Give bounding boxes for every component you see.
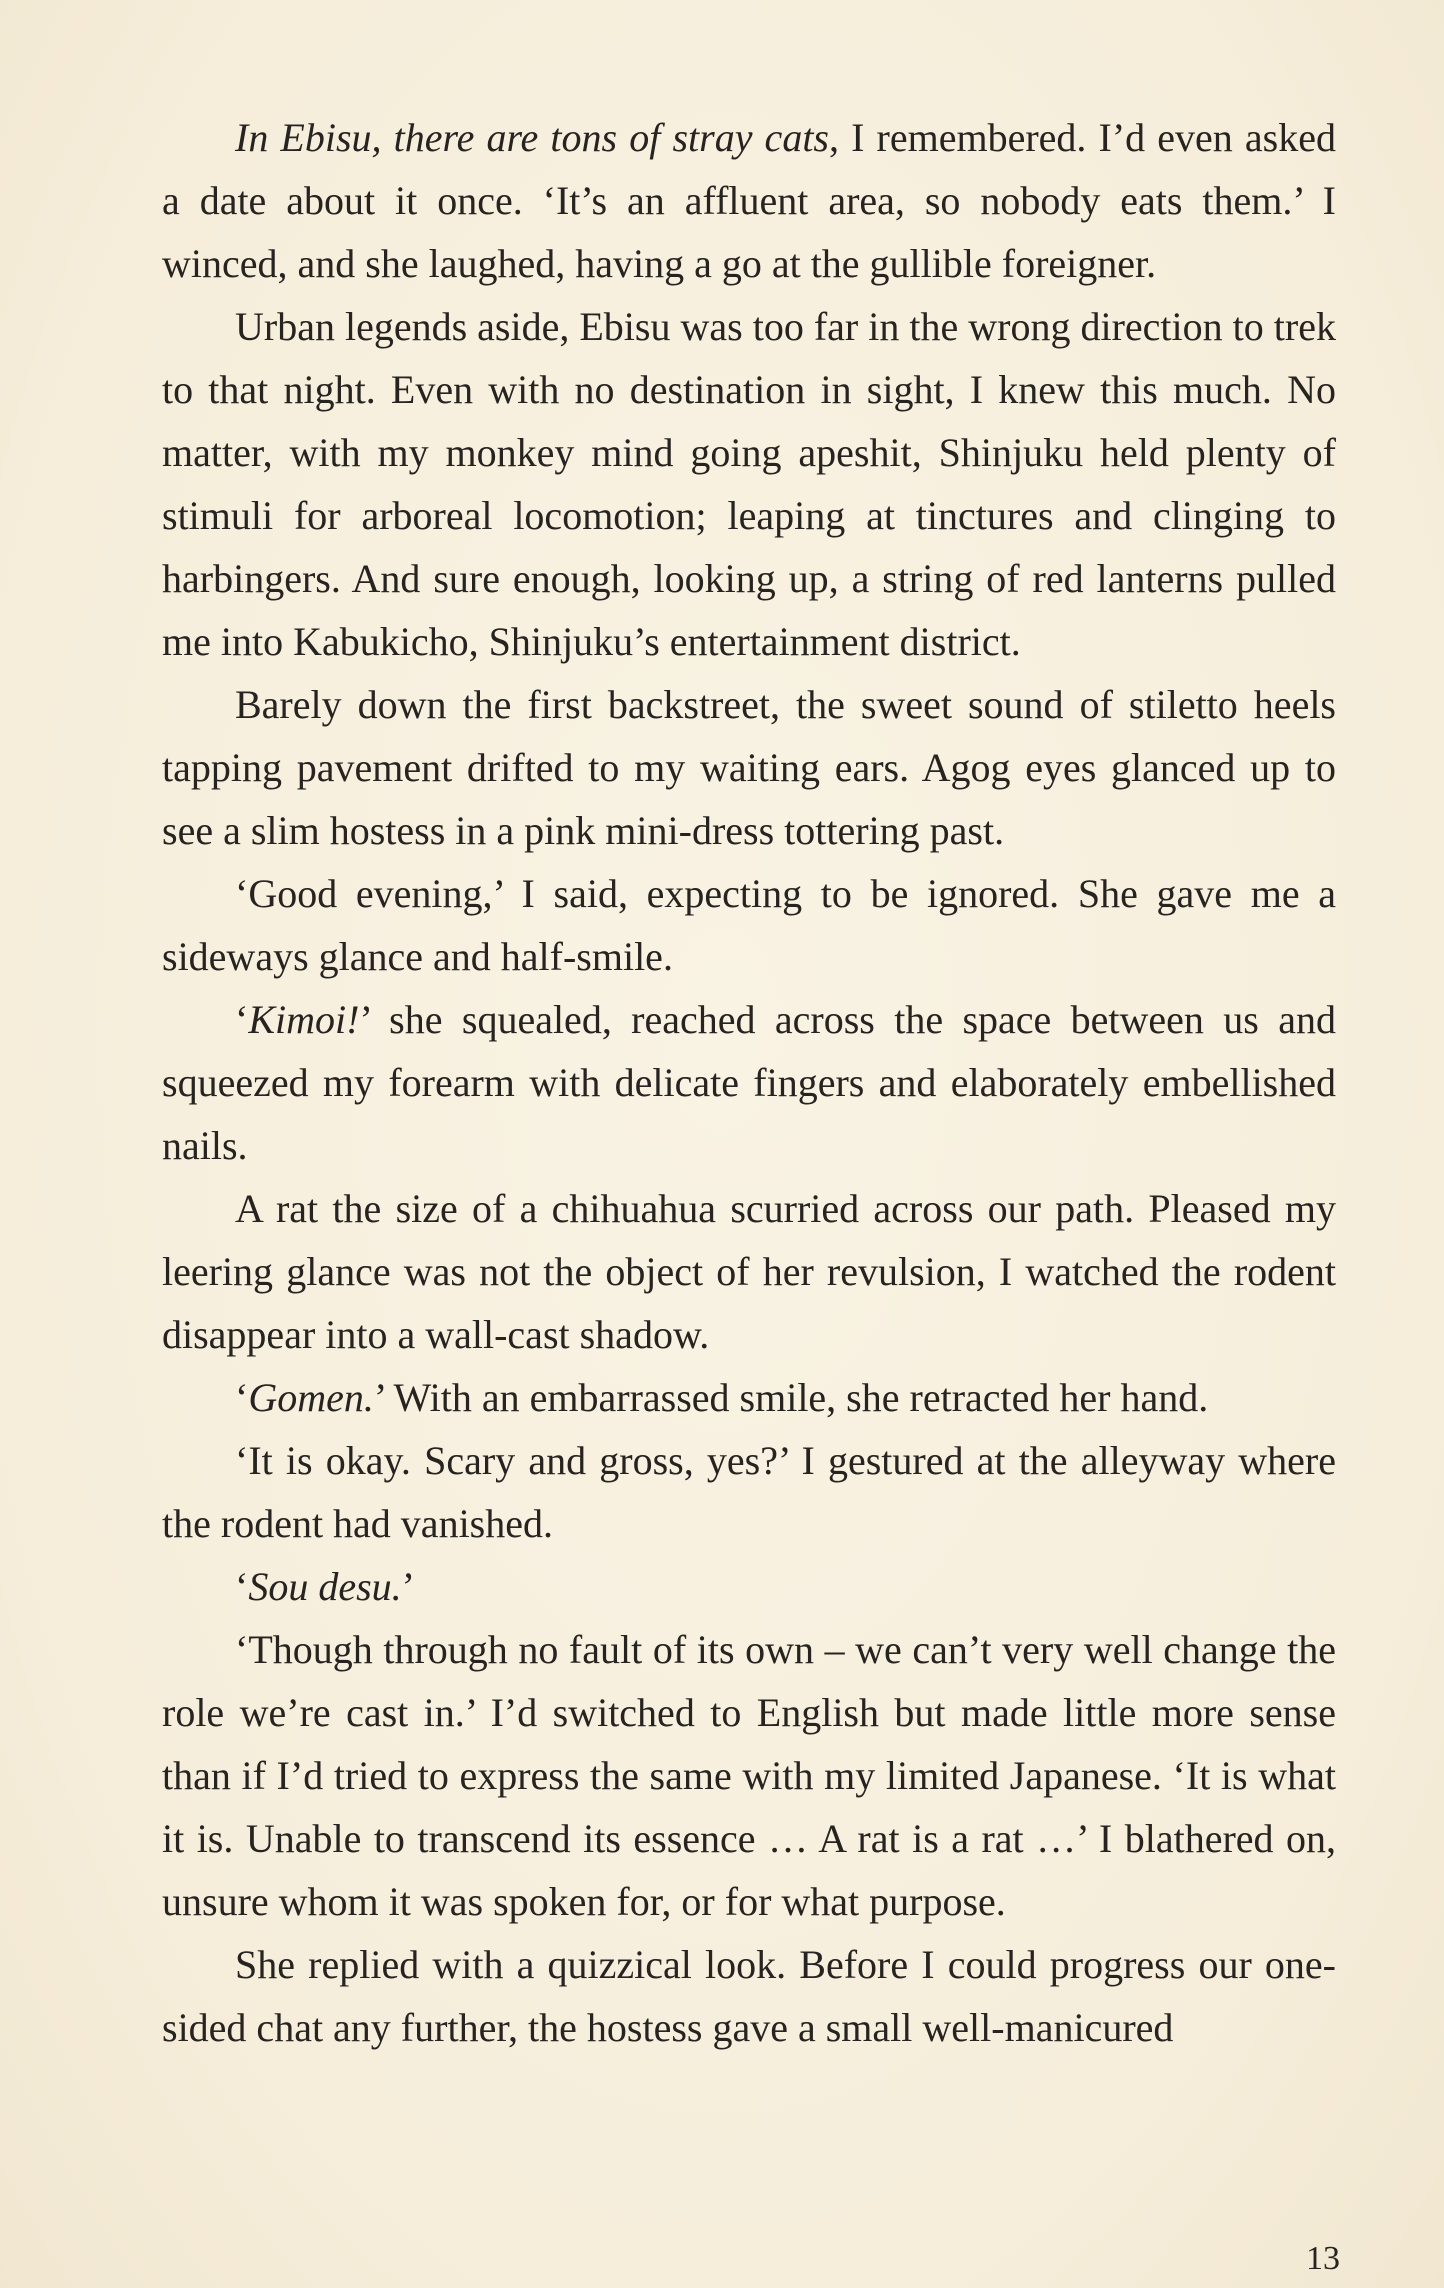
paragraph: [162, 673, 1336, 862]
text-run: , I remembered. I’d even asked a date about it once. ‘It’s an affluent area, so nobody eats them.’ I winced, and she laughed, having a go at the gullible foreigner.: [162, 115, 1336, 286]
paragraph: [162, 295, 1336, 673]
paragraph: [162, 988, 1336, 1177]
italic-text: Gomen.: [248, 1375, 374, 1420]
italic-text: In Ebisu, there are tons of stray cats: [235, 115, 829, 160]
italic-text: Sou desu.: [248, 1564, 402, 1609]
paragraph: [162, 862, 1336, 988]
text-run: ’ With an embarrassed smile, she retracted her hand.: [373, 1375, 1209, 1420]
italic-text: Kimoi!: [248, 997, 360, 1042]
text-run: ‘: [235, 997, 249, 1042]
text-run: ‘It is okay. Scary and gross, yes?’ I gestured at the alleyway where the rodent had vanished.: [162, 1438, 1336, 1546]
text-run: ’: [401, 1564, 415, 1609]
body-text: [162, 106, 1336, 2059]
paragraph: [162, 106, 1336, 295]
text-run: ‘Though through no fault of its own – we can’t very well change the role we’re cast in.’ I’d switched to English but made little more sense than if I’d tried to express the same with my limited Japanese. ‘It is what it is. Unable to transcend its essence … A rat is a rat …’ I blathered on, unsure whom it was spoken for, or for what purpose.: [162, 1627, 1336, 1924]
paragraph: [162, 1366, 1336, 1429]
text-run: A rat the size of a chihuahua scurried across our path. Pleased my leering glance was not the object of her revulsion, I watched the rodent disappear into a wall-cast shadow.: [162, 1186, 1336, 1357]
text-run: ’ she squealed, reached across the space between us and squeezed my forearm with delicate fingers and elaborately embellished nails.: [162, 997, 1336, 1168]
paragraph: [162, 1429, 1336, 1555]
paragraph: [162, 1555, 1336, 1618]
paragraph: [162, 1618, 1336, 1933]
text-run: ‘: [235, 1375, 249, 1420]
text-run: ‘: [235, 1564, 249, 1609]
paragraph: [162, 1177, 1336, 1366]
page-number: 13: [1306, 2240, 1340, 2277]
text-run: Barely down the first backstreet, the sweet sound of stiletto heels tapping pavement drifted to my waiting ears. Agog eyes glanced up to see a slim hostess in a pink mini-dress tottering past.: [162, 682, 1336, 853]
text-run: Urban legends aside, Ebisu was too far in the wrong direction to trek to that night. Even with no destination in sight, I knew this much. No matter, with my monkey mind going apeshit, Shinjuku held plenty of stimuli for arboreal locomotion; leaping at tinctures and clinging to harbingers. And sure enough, looking up, a string of red lanterns pulled me into Kabukicho, Shinjuku’s entertainment district.: [162, 304, 1336, 664]
text-run: She replied with a quizzical look. Before I could progress our one-sided chat any further, the hostess gave a small well-manicured: [162, 1942, 1336, 2050]
paragraph: [162, 1933, 1336, 2059]
text-run: ‘Good evening,’ I said, expecting to be ignored. She gave me a sideways glance and half-smile.: [162, 871, 1336, 979]
